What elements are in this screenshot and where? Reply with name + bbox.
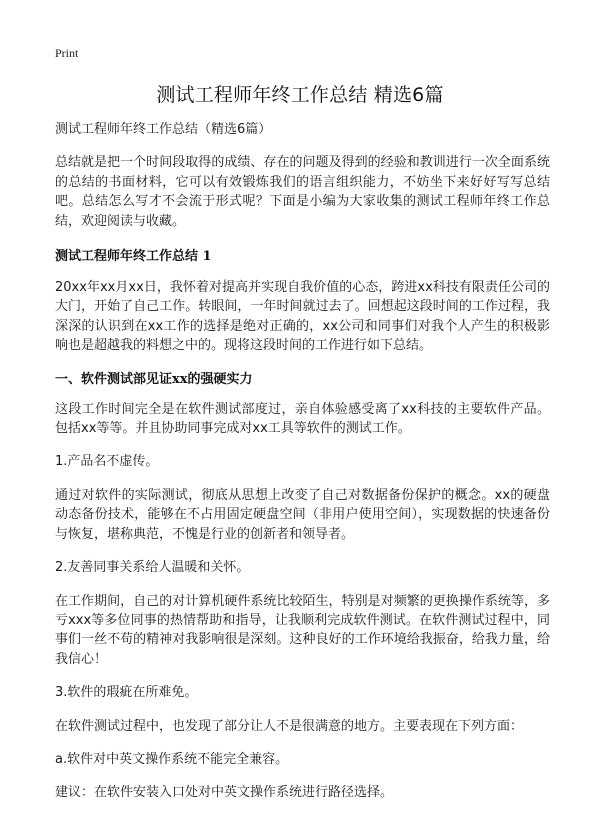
page-title: 测试工程师年终工作总结 精选6篇 [156,84,444,106]
item-title: 1.产品名不虚传。 [55,454,159,470]
suggestion-text: 建议：在软件安装入口处对中英文操作系统进行路径选择。 [55,785,394,801]
subsection-heading: 一、软件测试部见证xx的强硬实力 [55,371,253,387]
document-subtitle: 测试工程师年终工作总结（精选6篇） [55,122,272,137]
subsection-paragraph: 这段工作时间完全是在软件测试部度过，亲自体验感受离了xx科技的主要软件产品。包括xx等等。并且协助同事完成对xx工具等软件的测试工作。 [55,401,550,437]
item-body: 在工作期间，自己的对计算机硬件系统比较陌生，特别是对频繁的更换操作系统等，多亏xxx等多位同事的热情帮助和指导，让我顺利完成软件测试。在软件测试过程中，同事们一丝不苟的精神对我影响很是深刻。这种良好的工作环境给我振奋，给我力量，给我信心！ [55,593,550,667]
section-paragraph: 20xx年xx月xx日，我怀着对提高并实现自我价值的心态，跨进xx科技有限责任公司的大门，开始了自己工作。转眼间，一年时间就过去了。回想起这段时间的工作过程，我深深的认识到在xx工作的选择是绝对正确的，xx公司和同事们对我个人产生的积极影响也是超越我的料想之中的。现将这段时间的工作进行如下总结。 [55,280,550,354]
section-heading: 测试工程师年终工作总结 1 [55,249,212,265]
item-title: 2.友善同事关系给人温暖和关怀。 [55,560,250,576]
intro-paragraph: 总结就是把一个时间段取得的成绩、存在的问题及得到的经验和教训进行一次全面系统的总结的书面材料，它可以有效锻炼我们的语言组织能力，不妨坐下来好好写写总结吧。总结怎么写才不会流于形式呢？下面是小编为大家收集的测试工程师年终工作总结，欢迎阅读与收藏。 [55,155,550,229]
item-body: 通过对软件的实际测试，彻底从思想上改变了自己对数据备份保护的概念。xx的硬盘动态备份技术，能够在不占用固定硬盘空间（非用户使用空间），实现数据的快速备份与恢复，堪称典范，不愧是行业的创新者和领导者。 [55,487,550,542]
list-item: a.软件对中英文操作系统不能完全兼容。 [55,751,289,767]
item-title: 3.软件的瑕疵在所难免。 [55,685,198,701]
print-link[interactable]: Print [55,46,79,60]
item-body: 在软件测试过程中，也发现了部分让人不是很满意的地方。主要表现在下列方面： [55,718,524,734]
document-body [55,120,550,813]
